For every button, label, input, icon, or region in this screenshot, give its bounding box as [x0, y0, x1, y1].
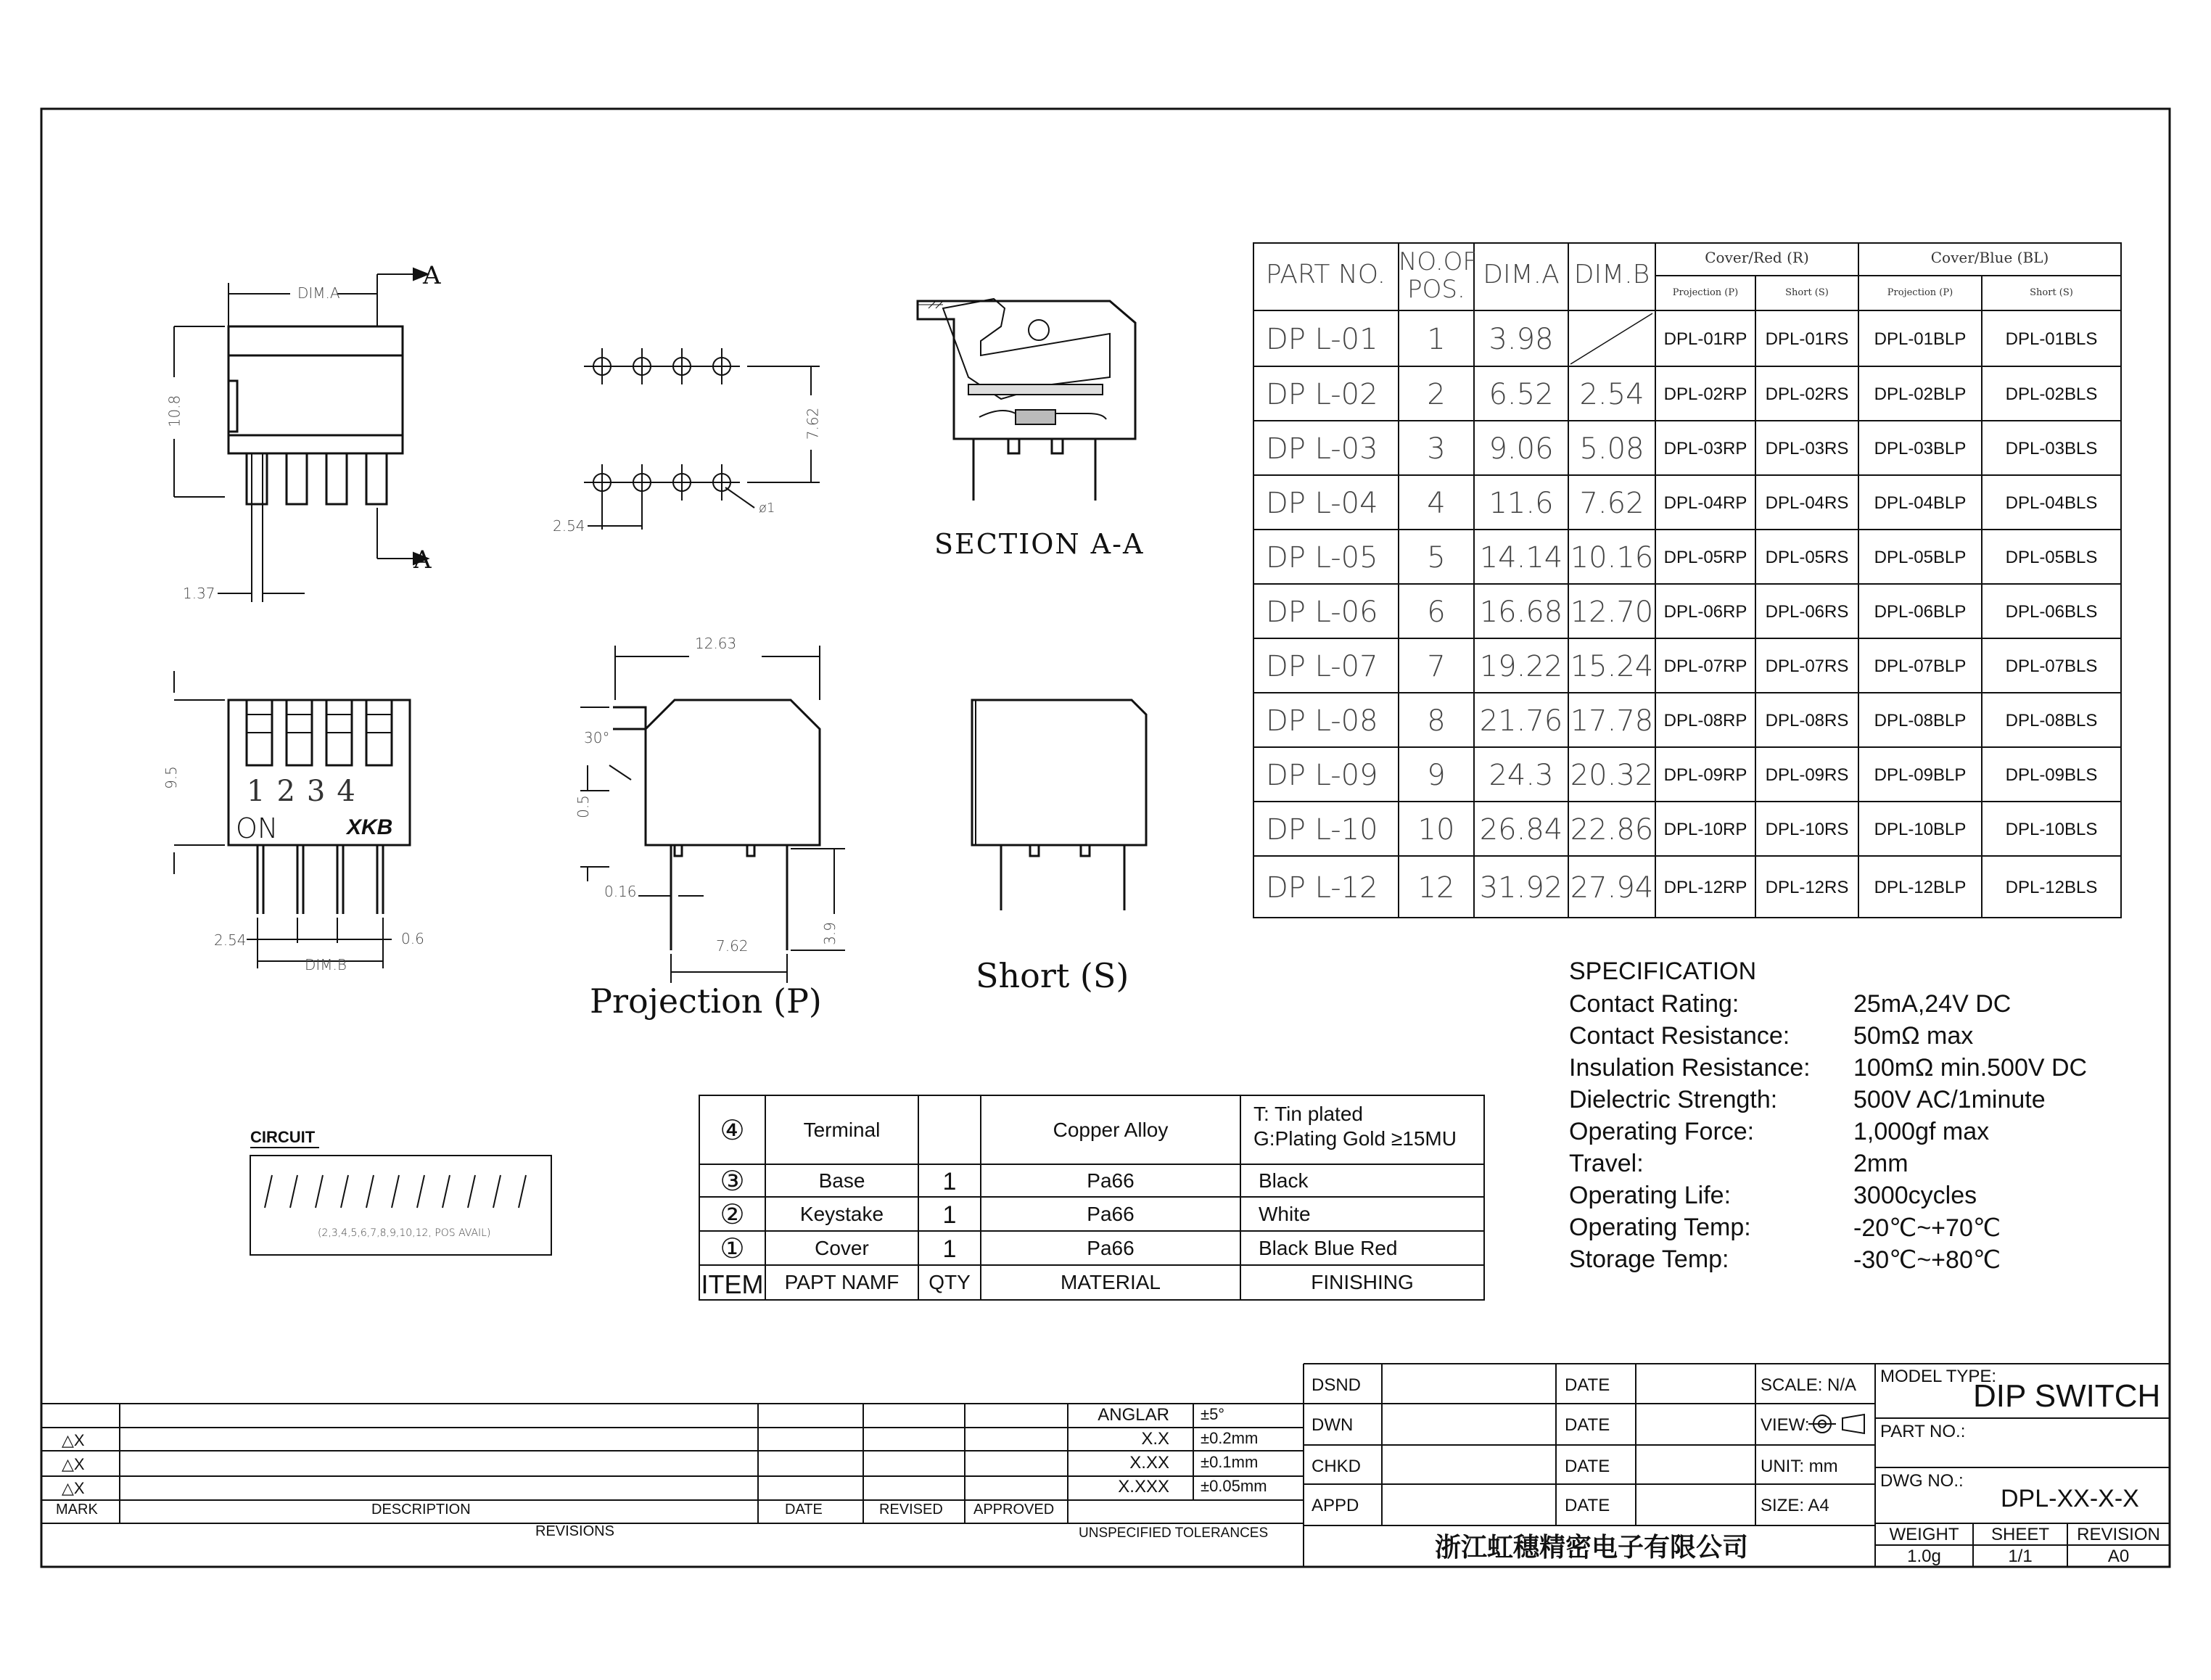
header-red-projection: Projection (P) — [1672, 287, 1739, 298]
signoff-label: CHKD — [1312, 1457, 1362, 1476]
bom-header-material: MATERIAL — [1061, 1271, 1161, 1293]
signoff-date-label: DATE — [1565, 1375, 1610, 1395]
signoff-right: SCALE: N/A — [1761, 1375, 1857, 1395]
spec-label: Travel: — [1569, 1150, 1644, 1177]
spec-value: -20℃~+70℃ — [1853, 1214, 2001, 1242]
blue-short-cell: DPL-09BLS — [2005, 765, 2098, 785]
header-blue-projection: Projection (P) — [1887, 287, 1953, 298]
blue-short-cell: DPL-03BLS — [2005, 438, 2098, 458]
bom-finish-cell: Black Blue Red — [1259, 1236, 1398, 1259]
spec-label: Insulation Resistance: — [1569, 1054, 1811, 1082]
dim-2-54: 2.54 — [214, 931, 247, 949]
bom-header-finishing: FINISHING — [1311, 1271, 1414, 1293]
dim-a-label: DIM.A — [297, 284, 340, 302]
dim-b-cell: 27.94 — [1570, 870, 1654, 905]
dim-b-cell: 20.32 — [1570, 758, 1654, 792]
rev-header-revised: REVISED — [879, 1502, 943, 1518]
blue-projection-cell: DPL-08BLP — [1874, 710, 1967, 730]
blue-projection-cell: DPL-10BLP — [1874, 819, 1967, 839]
dim-7-62: 7.62 — [716, 937, 749, 955]
red-short-cell: DPL-02RS — [1765, 384, 1849, 404]
pos-cell: 9 — [1427, 758, 1446, 792]
bom-name-cell: Keystake — [799, 1202, 884, 1225]
blue-projection-cell: DPL-09BLP — [1874, 765, 1967, 785]
signoff-label: APPD — [1312, 1496, 1359, 1515]
view-symbol-icon — [1808, 1415, 1864, 1433]
part-no-cell: DP L-03 — [1266, 432, 1378, 466]
bom-material-cell: Pa66 — [1087, 1169, 1135, 1192]
spec-label: Operating Force: — [1569, 1118, 1755, 1145]
blue-short-cell: DPL-04BLS — [2005, 493, 2098, 513]
bom-qty-cell: 1 — [942, 1167, 957, 1195]
pos-cell: 3 — [1427, 432, 1446, 466]
header-dim-b: DIM.B — [1573, 260, 1650, 289]
bom-material-cell: Copper Alloy — [1053, 1118, 1169, 1141]
part-no-cell: DP L-06 — [1266, 595, 1378, 629]
blue-projection-cell: DPL-01BLP — [1874, 329, 1967, 349]
pos-cell: 4 — [1427, 486, 1446, 520]
dim-12-63: 12.63 — [695, 635, 737, 652]
header-cover-blue: Cover/Blue (BL) — [1930, 249, 2049, 266]
pos-cell: 7 — [1427, 649, 1446, 683]
dim-b-cell: 7.62 — [1579, 486, 1644, 520]
dim-0-5: 0.5 — [574, 795, 592, 818]
short-caption: Short (S) — [976, 956, 1129, 995]
blue-projection-cell: DPL-03BLP — [1874, 438, 1967, 458]
dim-b-cell: 10.16 — [1570, 540, 1654, 575]
projection-view — [613, 700, 820, 950]
red-short-cell: DPL-08RS — [1765, 710, 1849, 730]
circuit-note: (2,3,4,5,6,7,8,9,10,12, POS AVAIL) — [318, 1227, 491, 1239]
pos-cell: 12 — [1417, 870, 1455, 905]
rev-header-date: DATE — [785, 1502, 823, 1518]
bom-item-cell: ③ — [720, 1166, 745, 1197]
dim-0-6: 0.6 — [401, 930, 424, 947]
tolerance-label: X.XXX — [1118, 1477, 1169, 1496]
bom-finish-cell: Black — [1259, 1169, 1309, 1192]
bom-header-name: PAPT NAMF — [784, 1271, 899, 1293]
bom-name-cell: Terminal — [803, 1118, 881, 1141]
red-short-cell: DPL-03RS — [1765, 438, 1849, 458]
dim-b-cell: 22.86 — [1570, 812, 1654, 847]
part-no-cell: DP L-07 — [1266, 649, 1378, 683]
tolerance-value: ±0.05mm — [1201, 1477, 1267, 1495]
spec-value: 2mm — [1853, 1150, 1909, 1177]
pos-cell: 8 — [1427, 704, 1446, 738]
dim-a-cell: 16.68 — [1479, 595, 1563, 629]
projection-dims — [580, 646, 845, 983]
hole-pattern — [584, 348, 820, 530]
red-projection-cell: DPL-04RP — [1663, 493, 1747, 513]
dim-9-5: 9.5 — [162, 766, 180, 789]
revision-mark: △X — [62, 1431, 85, 1449]
pos-cell: 10 — [1417, 812, 1455, 847]
blue-projection-cell: DPL-05BLP — [1874, 547, 1967, 567]
dim-a-cell: 6.52 — [1489, 377, 1554, 411]
red-projection-cell: DPL-08RP — [1663, 710, 1747, 730]
header-part-no: PART NO. — [1266, 260, 1386, 289]
header-red-short: Short (S) — [1785, 287, 1829, 298]
blue-projection-cell: DPL-06BLP — [1874, 601, 1967, 622]
blue-projection-cell: DPL-07BLP — [1874, 656, 1967, 676]
section-caption: SECTION A-A — [934, 528, 1145, 560]
dim-b-cell: 5.08 — [1579, 432, 1644, 466]
signoff-date-label: DATE — [1565, 1457, 1610, 1476]
dim-a-cell: 21.76 — [1479, 704, 1563, 738]
part-no-cell: DP L-08 — [1266, 704, 1378, 738]
dim-10-8: 10.8 — [165, 395, 184, 428]
top-view-dims — [174, 268, 428, 593]
part-no-cell: DP L-09 — [1266, 758, 1378, 792]
blue-short-cell: DPL-08BLS — [2005, 710, 2098, 730]
spec-value: -30℃~+80℃ — [1853, 1246, 2001, 1274]
revisions-footer: REVISIONS — [535, 1523, 614, 1539]
bom-qty-cell: 1 — [942, 1235, 957, 1263]
bom-finish-cell: T: Tin plated — [1253, 1102, 1363, 1125]
signoff-label: DWN — [1312, 1415, 1354, 1435]
dim-30-deg: 30° — [584, 729, 610, 746]
top-view — [228, 326, 403, 602]
part-no-cell: DP L-12 — [1266, 870, 1378, 905]
dwg-no-value: DPL-XX-X-X — [2001, 1485, 2139, 1512]
sheet-value: 1/1 — [2008, 1547, 2033, 1566]
spec-value: 50mΩ max — [1853, 1022, 1974, 1050]
tolerance-label: X.X — [1141, 1429, 1169, 1449]
pos-cell: 6 — [1427, 595, 1446, 629]
dim-b-cell: 12.70 — [1570, 595, 1654, 629]
bom-material-cell: Pa66 — [1087, 1236, 1135, 1259]
part-no-label: PART NO.: — [1880, 1422, 1966, 1441]
dim-7-62-pitch: 7.62 — [804, 407, 822, 440]
part-no-cell: DP L-10 — [1266, 812, 1378, 847]
red-projection-cell: DPL-01RP — [1663, 329, 1747, 349]
red-projection-cell: DPL-09RP — [1663, 765, 1747, 785]
tolerance-label: ANGLAR — [1098, 1405, 1169, 1425]
dim-a-cell: 26.84 — [1479, 812, 1563, 847]
dim-b-label: DIM.B — [305, 956, 347, 973]
dim-3-9: 3.9 — [820, 922, 839, 945]
spec-value: 100mΩ min.500V DC — [1853, 1054, 2088, 1082]
revision-value: A0 — [2107, 1547, 2130, 1566]
part-no-cell: DP L-04 — [1266, 486, 1378, 520]
spec-label: Dielectric Strength: — [1569, 1086, 1778, 1113]
spec-label: Contact Resistance: — [1569, 1022, 1790, 1050]
red-projection-cell: DPL-10RP — [1663, 819, 1747, 839]
header-cover-red: Cover/Red (R) — [1705, 249, 1809, 266]
red-short-cell: DPL-09RS — [1765, 765, 1849, 785]
red-short-cell: DPL-05RS — [1765, 547, 1849, 567]
blue-projection-cell: DPL-04BLP — [1874, 493, 1967, 513]
part-no-cell: DP L-05 — [1266, 540, 1378, 575]
header-no-of-pos: NO.OF POS. — [1399, 247, 1477, 304]
bom-finish-cell-2: G:Plating Gold ≥15MU — [1253, 1127, 1457, 1150]
dim-hole-diameter: ø1 — [759, 501, 775, 516]
red-short-cell: DPL-01RS — [1765, 329, 1849, 349]
bom-item-cell: ④ — [720, 1115, 745, 1146]
section-marker-top: A — [423, 261, 441, 290]
company-name: 浙江虹穗精密电子有限公司 — [1435, 1532, 1749, 1562]
bom-qty-cell: 1 — [942, 1201, 957, 1229]
spec-label: Operating Life: — [1569, 1182, 1732, 1209]
revision-label: REVISION — [2077, 1525, 2160, 1544]
dim-b-cell: 2.54 — [1579, 377, 1644, 411]
dim-a-cell: 9.06 — [1489, 432, 1554, 466]
bom-item-cell: ① — [720, 1233, 745, 1264]
rev-header-mark: MARK — [56, 1502, 98, 1518]
circuit-title: CIRCUIT — [250, 1128, 316, 1146]
switch-numbers: 1234 — [247, 775, 367, 808]
blue-short-cell: DPL-06BLS — [2005, 601, 2098, 622]
red-projection-cell: DPL-12RP — [1663, 877, 1747, 897]
signoff-right: UNIT: mm — [1761, 1457, 1838, 1476]
short-view — [972, 700, 1146, 910]
dim-2-54-pitch: 2.54 — [553, 517, 585, 535]
projection-caption: Projection (P) — [590, 981, 822, 1021]
blue-short-cell: DPL-05BLS — [2005, 547, 2098, 567]
part-no-cell: DP L-01 — [1266, 322, 1378, 356]
blue-projection-cell: DPL-12BLP — [1874, 877, 1967, 897]
weight-label: WEIGHT — [1889, 1525, 1959, 1544]
signoff-date-label: DATE — [1565, 1415, 1610, 1435]
signoff-right: SIZE: A4 — [1761, 1496, 1829, 1515]
red-projection-cell: DPL-03RP — [1663, 438, 1747, 458]
revision-mark: △X — [62, 1455, 85, 1473]
pos-cell: 5 — [1427, 540, 1446, 575]
model-type-value: DIP SWITCH — [1973, 1378, 2161, 1414]
dim-a-cell: 14.14 — [1479, 540, 1563, 575]
bom-finish-cell: White — [1259, 1202, 1311, 1225]
rev-header-approved: APPROVED — [973, 1502, 1055, 1518]
dim-b-cell: 17.78 — [1570, 704, 1654, 738]
on-marking: ON — [236, 812, 279, 844]
model-type-label: MODEL TYPE: — [1880, 1367, 1997, 1386]
weight-value: 1.0g — [1907, 1547, 1941, 1566]
bom-name-cell: Cover — [815, 1236, 869, 1259]
dim-a-cell: 3.98 — [1489, 322, 1554, 356]
red-short-cell: DPL-04RS — [1765, 493, 1849, 513]
rev-header-description: DESCRIPTION — [371, 1502, 471, 1518]
signoff-label: DSND — [1312, 1375, 1362, 1395]
red-projection-cell: DPL-05RP — [1663, 547, 1747, 567]
red-short-cell: DPL-12RS — [1765, 877, 1849, 897]
pos-cell: 1 — [1427, 322, 1446, 356]
red-projection-cell: DPL-06RP — [1663, 601, 1747, 622]
tolerance-label: X.XX — [1129, 1453, 1169, 1473]
spec-title: SPECIFICATION — [1569, 958, 1757, 985]
section-marker-bottom: A — [413, 545, 432, 575]
red-projection-cell: DPL-07RP — [1663, 656, 1747, 676]
bom-item-cell: ② — [720, 1199, 745, 1230]
bom-header-item: ITEM — [701, 1269, 764, 1299]
bom-material-cell: Pa66 — [1087, 1202, 1135, 1225]
spec-label: Contact Rating: — [1569, 990, 1739, 1018]
circuit-switches — [265, 1175, 526, 1208]
header-dim-a: DIM.A — [1483, 260, 1560, 289]
section-aa — [918, 299, 1135, 501]
spec-label: Storage Temp: — [1569, 1245, 1729, 1273]
dim-b-cell: 15.24 — [1570, 649, 1654, 683]
pos-cell: 2 — [1427, 377, 1446, 411]
blue-short-cell: DPL-01BLS — [2005, 329, 2098, 349]
tolerance-value: ±0.1mm — [1201, 1453, 1259, 1471]
dim-1-37: 1.37 — [183, 585, 215, 602]
signoff-right: VIEW: — [1761, 1415, 1810, 1435]
blue-short-cell: DPL-07BLS — [2005, 656, 2098, 676]
part-no-cell: DP L-02 — [1266, 377, 1378, 411]
tolerance-value: ±5° — [1201, 1405, 1225, 1423]
brand-logo: XKB — [347, 815, 393, 839]
dim-a-cell: 24.3 — [1489, 758, 1554, 792]
tolerance-value: ±0.2mm — [1201, 1429, 1259, 1447]
blue-projection-cell: DPL-02BLP — [1874, 384, 1967, 404]
tolerances-footer: UNSPECIFIED TOLERANCES — [1079, 1525, 1269, 1541]
red-projection-cell: DPL-02RP — [1663, 384, 1747, 404]
bom-header-qty: QTY — [929, 1271, 971, 1293]
blue-short-cell: DPL-12BLS — [2005, 877, 2098, 897]
bom-name-cell: Base — [818, 1169, 865, 1192]
sheet-label: SHEET — [1990, 1525, 2049, 1544]
spec-value: 25mA,24V DC — [1853, 990, 2012, 1018]
dim-0-16: 0.16 — [604, 883, 637, 900]
dwg-no-label: DWG NO.: — [1880, 1471, 1964, 1491]
red-short-cell: DPL-07RS — [1765, 656, 1849, 676]
dim-a-cell: 19.22 — [1479, 649, 1563, 683]
spec-value: 500V AC/1minute — [1853, 1086, 2046, 1113]
dim-a-cell: 11.6 — [1489, 486, 1554, 520]
signoff-date-label: DATE — [1565, 1496, 1610, 1515]
spec-value: 3000cycles — [1853, 1182, 1977, 1209]
red-short-cell: DPL-10RS — [1765, 819, 1849, 839]
spec-value: 1,000gf max — [1853, 1118, 1990, 1145]
revision-mark: △X — [62, 1479, 85, 1497]
blue-short-cell: DPL-10BLS — [2005, 819, 2098, 839]
blue-short-cell: DPL-02BLS — [2005, 384, 2098, 404]
header-blue-short: Short (S) — [2030, 287, 2073, 298]
dim-a-cell: 31.92 — [1479, 870, 1563, 905]
red-short-cell: DPL-06RS — [1765, 601, 1849, 622]
spec-label: Operating Temp: — [1569, 1214, 1751, 1241]
